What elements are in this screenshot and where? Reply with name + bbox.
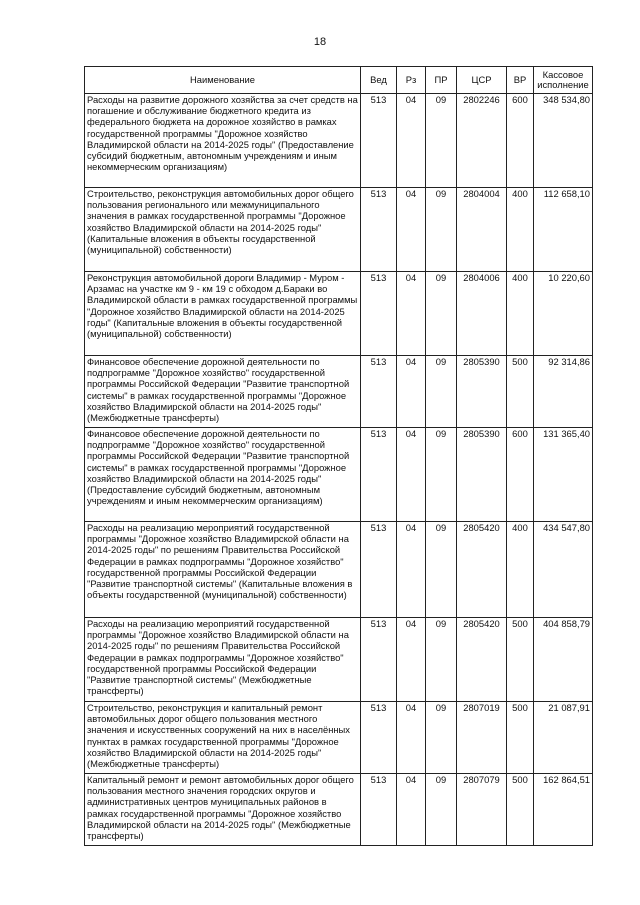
row-csr: 2802246 (457, 94, 507, 188)
header-pr: ПР (426, 67, 457, 94)
row-name: Реконструкция автомобильной дороги Владимир - Муром - Арзамас на участке км 9 - км 19 с обходом д.Бараки во Владимирской области в рамках государственной программы "Дорожное хозяйство Владимирской области на 2014-2025 годы" (Капитальные вложения в объекты государственной (муниципальной) собственности) (85, 272, 361, 356)
row-sum: 348 534,80 (534, 94, 593, 188)
row-rz: 04 (397, 702, 426, 774)
row-pr: 09 (426, 94, 457, 188)
row-name: Расходы на развитие дорожного хозяйства за счет средств на погашение и обслуживание бюджетного кредита из федерального бюджета на дорожное хозяйство в рамках государственной программы "Дорожное хозяйство Владимирской области на 2014-2025 годы" (Предоставление субсидий бюджетным, автономным учреждениям и иным некоммерческим организациям) (85, 94, 361, 188)
header-name: Наименование (85, 67, 361, 94)
row-name: Капитальный ремонт и ремонт автомобильных дорог общего пользования местного значения городских округов и административных центров муниципальных районов в рамках государственной программы "Дорожное хозяйство Владимирской области на 2014-2025 годы" (Межбюджетные трансферты) (85, 774, 361, 846)
header-ved: Вед (361, 67, 397, 94)
row-rz: 04 (397, 94, 426, 188)
row-vr: 600 (507, 94, 534, 188)
row-name: Расходы на реализацию мероприятий государственной программы "Дорожное хозяйство Владимирской области на 2014-2025 годы" по решениям Правительства Российской Федерации в рамках подпрограммы "Дорожное хозяйство" государственной программы Российской Федерации "Развитие транспортной системы" (Капитальные вложения в объекты государственной (муниципальной) собственности) (85, 522, 361, 618)
row-sum: 131 365,40 (534, 428, 593, 522)
row-rz: 04 (397, 522, 426, 618)
row-ved: 513 (361, 356, 397, 428)
table-row (85, 356, 593, 428)
row-rz: 04 (397, 618, 426, 702)
row-vr: 400 (507, 188, 534, 272)
row-csr: 2804004 (457, 188, 507, 272)
row-vr: 500 (507, 702, 534, 774)
row-ved: 513 (361, 774, 397, 846)
row-ved: 513 (361, 188, 397, 272)
table-row (85, 618, 593, 702)
row-pr: 09 (426, 188, 457, 272)
row-name: Финансовое обеспечение дорожной деятельности по подпрограмме "Дорожное хозяйство" государственной программы Российской Федерации "Развитие транспортной системы" в рамках государственной программы "Дорожное хозяйство Владимирской области на 2014-2025 годы" (Межбюджетные трансферты) (85, 356, 361, 428)
row-sum: 10 220,60 (534, 272, 593, 356)
table-row (85, 272, 593, 356)
row-rz: 04 (397, 428, 426, 522)
row-vr: 500 (507, 618, 534, 702)
row-ved: 513 (361, 272, 397, 356)
row-name: Строительство, реконструкция и капитальный ремонт автомобильных дорог общего пользования местного значения и искусственных сооружений на них в населённых пунктах в рамках государственной программы "Дорожное хозяйство Владимирской области на 2014-2025 годы" (Межбюджетные трансферты) (85, 702, 361, 774)
row-sum: 404 858,79 (534, 618, 593, 702)
row-rz: 04 (397, 774, 426, 846)
row-vr: 500 (507, 356, 534, 428)
row-rz: 04 (397, 272, 426, 356)
table-row (85, 774, 593, 846)
row-csr: 2805390 (457, 428, 507, 522)
row-rz: 04 (397, 188, 426, 272)
row-pr: 09 (426, 702, 457, 774)
row-name: Финансовое обеспечение дорожной деятельности по подпрограмме "Дорожное хозяйство" государственной программы Российской Федерации "Развитие транспортной системы" в рамках государственной программы "Дорожное хозяйство Владимирской области на 2014-2025 годы" (Предоставление субсидий бюджетным, автономным учреждениям и иным некоммерческим организациям) (85, 428, 361, 522)
row-sum: 92 314,86 (534, 356, 593, 428)
row-vr: 400 (507, 272, 534, 356)
row-ved: 513 (361, 94, 397, 188)
row-vr: 600 (507, 428, 534, 522)
row-csr: 2804006 (457, 272, 507, 356)
table-header-row (85, 67, 593, 94)
row-pr: 09 (426, 522, 457, 618)
row-vr: 400 (507, 522, 534, 618)
row-ved: 513 (361, 618, 397, 702)
header-kassa: Кассовое исполнение (534, 67, 593, 94)
table-row (85, 94, 593, 188)
header-rz: Рз (397, 67, 426, 94)
row-name: Строительство, реконструкция автомобильных дорог общего пользования регионального или межмуниципального значения в рамках государственной программы "Дорожное хозяйство Владимирской области на 2014-2025 годы" (Капитальные вложения в объекты государственной (муниципальной) собственности) (85, 188, 361, 272)
page-number: 18 (313, 36, 327, 48)
row-sum: 112 658,10 (534, 188, 593, 272)
row-ved: 513 (361, 428, 397, 522)
row-pr: 09 (426, 428, 457, 522)
row-csr: 2807079 (457, 774, 507, 846)
row-pr: 09 (426, 356, 457, 428)
row-ved: 513 (361, 522, 397, 618)
table-row (85, 188, 593, 272)
budget-table (84, 66, 593, 846)
row-csr: 2805420 (457, 522, 507, 618)
row-sum: 162 864,51 (534, 774, 593, 846)
row-name: Расходы на реализацию мероприятий государственной программы "Дорожное хозяйство Владимирской области на 2014-2025 годы" по решениям Правительства Российской Федерации в рамках подпрограммы "Дорожное хозяйство" государственной программы Российской Федерации "Развитие транспортной системы" (Межбюджетные трансферты) (85, 618, 361, 702)
row-sum: 21 087,91 (534, 702, 593, 774)
table-row (85, 522, 593, 618)
row-ved: 513 (361, 702, 397, 774)
row-pr: 09 (426, 618, 457, 702)
row-csr: 2805420 (457, 618, 507, 702)
row-csr: 2805390 (457, 356, 507, 428)
row-csr: 2807019 (457, 702, 507, 774)
row-rz: 04 (397, 356, 426, 428)
row-vr: 500 (507, 774, 534, 846)
row-pr: 09 (426, 272, 457, 356)
header-vr: ВР (507, 67, 534, 94)
table-row (85, 702, 593, 774)
row-sum: 434 547,80 (534, 522, 593, 618)
table-row (85, 428, 593, 522)
header-csr: ЦСР (457, 67, 507, 94)
row-pr: 09 (426, 774, 457, 846)
